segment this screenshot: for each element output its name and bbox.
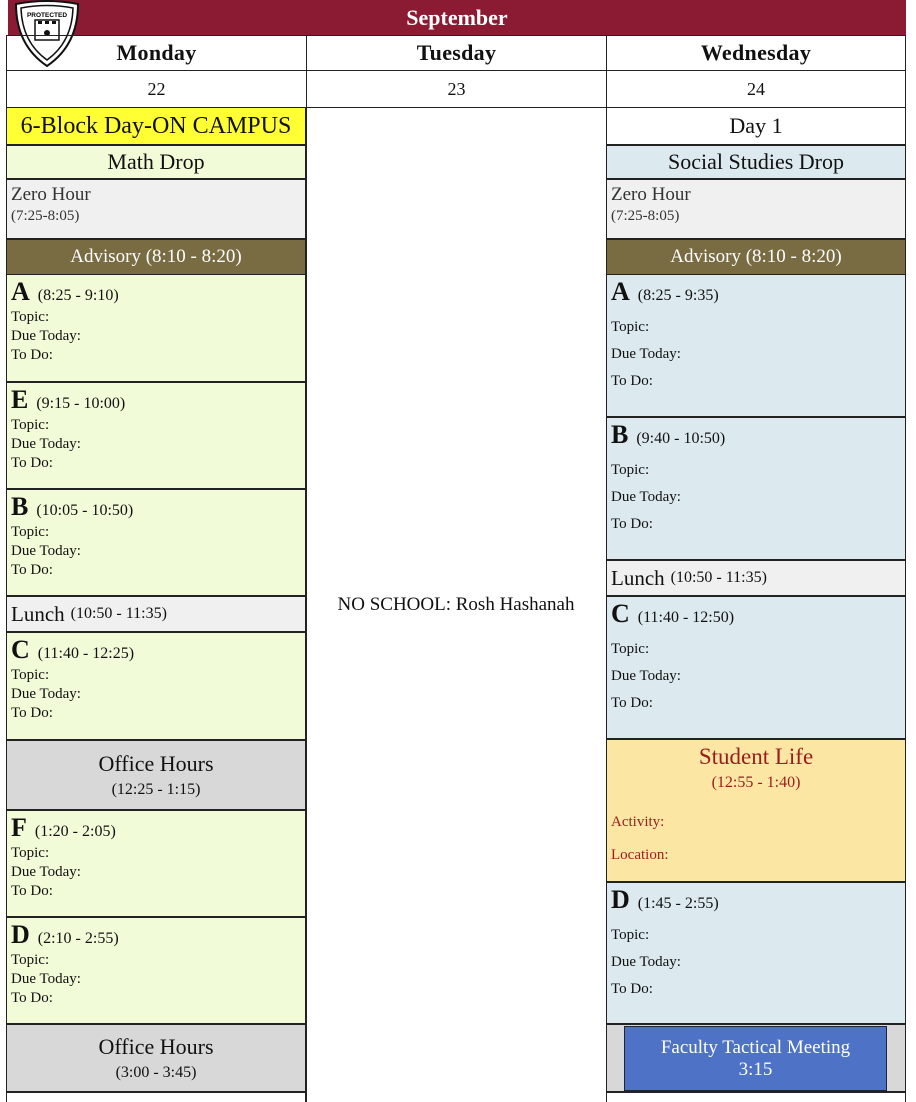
period-letter: E: [11, 385, 29, 414]
due-today-label: Due Today:: [11, 543, 81, 559]
monday-period-c[interactable]: [6, 632, 306, 740]
zero-hour-label: Zero Hour: [611, 184, 691, 205]
activity-label: Activity:: [611, 814, 665, 830]
wednesday-faculty-slot: [606, 1024, 906, 1092]
due-today-label: Due Today:: [11, 328, 81, 344]
office-hours-label: Office Hours: [98, 751, 214, 776]
to-do-label: To Do:: [11, 455, 53, 471]
monday-period-f[interactable]: [6, 810, 306, 917]
period-letter: A: [611, 277, 630, 306]
zero-hour-time: (7:25-8:05): [611, 208, 680, 224]
period-time: (2:10 - 2:55): [37, 930, 119, 947]
due-today-label: Due Today:: [11, 971, 81, 987]
zero-hour-time: (7:25-8:05): [11, 208, 80, 224]
student-life-label: Student Life: [698, 744, 814, 769]
period-letter: C: [611, 599, 630, 628]
to-do-label: To Do:: [11, 883, 53, 899]
office-hours-time: (12:25 - 1:15): [111, 781, 201, 798]
period-time: (8:25 - 9:10): [37, 287, 119, 304]
topic-label: Topic:: [11, 524, 50, 540]
lunch-label: Lunch: [611, 565, 665, 590]
period-time: (11:40 - 12:25): [37, 645, 135, 662]
monday-advisory: Advisory (8:10 - 8:20): [6, 239, 306, 275]
to-do-label: To Do:: [11, 990, 53, 1006]
lunch-time: (10:50 - 11:35): [670, 569, 767, 586]
monday-lunch: [6, 596, 306, 632]
due-today-label: Due Today:: [611, 346, 681, 362]
location-label: Location:: [611, 847, 669, 863]
period-letter: F: [11, 813, 27, 842]
to-do-label: To Do:: [611, 981, 653, 997]
due-today-label: Due Today:: [11, 436, 81, 452]
zero-hour-label: Zero Hour: [11, 184, 91, 205]
period-time: (9:15 - 10:00): [36, 395, 126, 412]
column-divider: [606, 107, 607, 1102]
date-tuesday: 23: [306, 70, 606, 107]
student-life-time: (12:55 - 1:40): [711, 774, 801, 791]
wednesday-banner: Day 1: [606, 108, 906, 145]
monday-period-b[interactable]: [6, 489, 306, 596]
topic-label: Topic:: [11, 667, 50, 683]
topic-label: Topic:: [611, 927, 650, 943]
due-today-label: Due Today:: [11, 686, 81, 702]
office-hours-time: (3:00 - 3:45): [115, 1064, 197, 1081]
topic-label: Topic:: [611, 319, 650, 335]
topic-label: Topic:: [611, 641, 650, 657]
period-time: (9:40 - 10:50): [636, 430, 726, 447]
period-letter: A: [11, 277, 30, 306]
due-today-label: Due Today:: [611, 489, 681, 505]
tuesday-no-school-note: NO SCHOOL: Rosh Hashanah: [337, 594, 575, 615]
monday-next-cell: [6, 1092, 306, 1102]
topic-label: Topic:: [611, 462, 650, 478]
monday-office-hours-1: [6, 740, 306, 810]
period-time: (8:25 - 9:35): [637, 287, 719, 304]
wednesday-student-life: [606, 739, 906, 882]
lunch-label: Lunch: [11, 601, 65, 626]
topic-label: Topic:: [11, 309, 50, 325]
lunch-time: (10:50 - 11:35): [70, 605, 167, 622]
period-time: (1:45 - 2:55): [637, 895, 719, 912]
period-letter: B: [11, 492, 29, 521]
period-time: (11:40 - 12:50): [637, 609, 735, 626]
column-divider: [306, 107, 307, 1102]
logo-text: PROTECTED: [26, 12, 68, 19]
monday-period-a[interactable]: [6, 275, 306, 382]
faculty-meeting-label: Faculty Tactical Meeting: [660, 1036, 851, 1058]
wednesday-period-d[interactable]: [606, 882, 906, 1024]
wednesday-period-a[interactable]: [606, 275, 906, 417]
due-today-label: Due Today:: [11, 864, 81, 880]
wednesday-zero-hour: [606, 179, 906, 239]
wednesday-next-cell: [606, 1092, 906, 1102]
topic-label: Topic:: [11, 417, 50, 433]
topic-label: Topic:: [11, 952, 50, 968]
day-header-monday: Monday: [6, 35, 306, 70]
monday-period-e[interactable]: [6, 382, 306, 489]
to-do-label: To Do:: [611, 695, 653, 711]
faculty-meeting-time: 3:15: [738, 1058, 773, 1080]
wednesday-advisory: Advisory (8:10 - 8:20): [606, 239, 906, 275]
topic-label: Topic:: [11, 845, 50, 861]
due-today-label: Due Today:: [611, 668, 681, 684]
period-letter: B: [611, 420, 629, 449]
monday-period-d[interactable]: [6, 917, 306, 1024]
period-time: (1:20 - 2:05): [34, 823, 116, 840]
period-letter: D: [611, 885, 630, 914]
wednesday-period-b[interactable]: [606, 417, 906, 560]
date-monday: 22: [6, 70, 306, 107]
monday-zero-hour: [6, 179, 306, 239]
wednesday-lunch: [606, 560, 906, 596]
to-do-label: To Do:: [11, 347, 53, 363]
faculty-meeting-event[interactable]: [624, 1026, 887, 1091]
month-header: September: [8, 0, 906, 35]
period-letter: C: [11, 635, 30, 664]
to-do-label: To Do:: [611, 373, 653, 389]
monday-office-hours-2: [6, 1024, 306, 1092]
period-time: (10:05 - 10:50): [36, 502, 134, 519]
date-wednesday: 24: [606, 70, 906, 107]
due-today-label: Due Today:: [611, 954, 681, 970]
to-do-label: To Do:: [11, 562, 53, 578]
to-do-label: To Do:: [611, 516, 653, 532]
day-header-tuesday: Tuesday: [306, 35, 606, 70]
office-hours-label: Office Hours: [98, 1034, 214, 1059]
monday-banner: 6-Block Day-ON CAMPUS: [6, 108, 306, 145]
wednesday-period-c[interactable]: [606, 596, 906, 739]
day-header-wednesday: Wednesday: [606, 35, 906, 70]
period-letter: D: [11, 920, 30, 949]
to-do-label: To Do:: [11, 705, 53, 721]
wednesday-drop: Social Studies Drop: [606, 145, 906, 179]
monday-drop: Math Drop: [6, 145, 306, 179]
